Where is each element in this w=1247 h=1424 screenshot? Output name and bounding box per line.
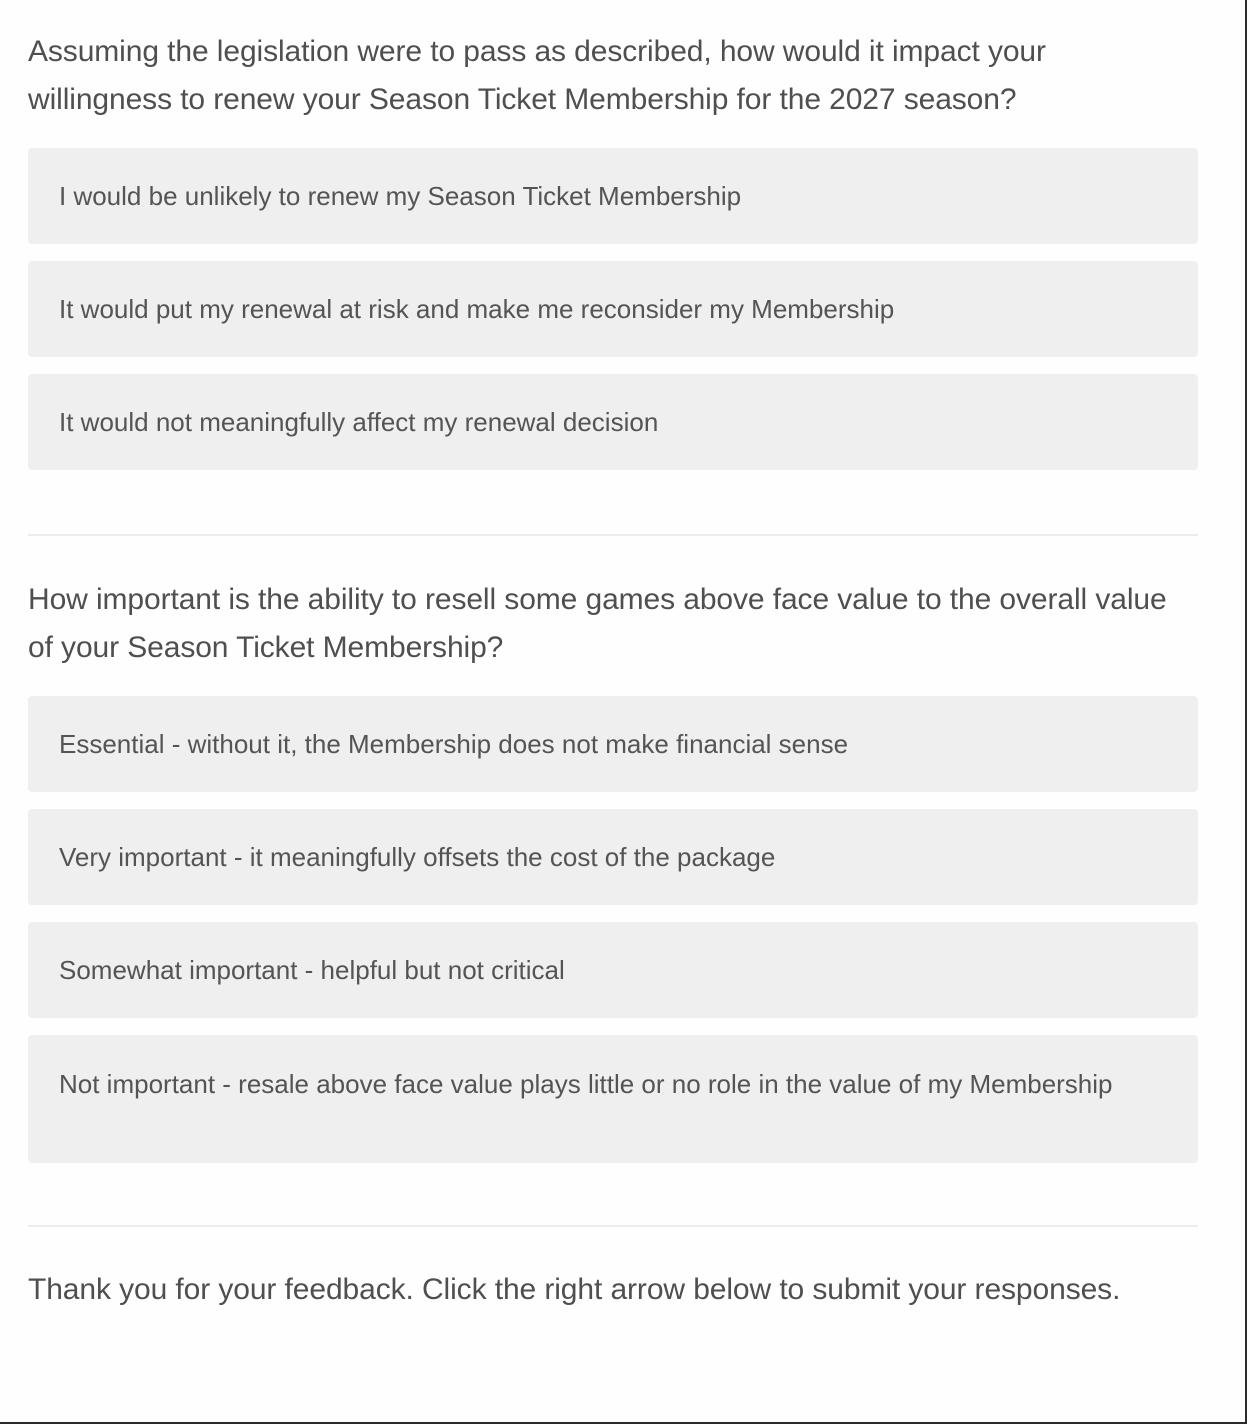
choice-list bbox=[28, 148, 1198, 470]
question-text: How important is the ability to resell some games above face value to the overall value of your Season Ticket Membership? bbox=[28, 583, 1167, 664]
choice-renewal-at-risk[interactable]: It would put my renewal at risk and make me reconsider my Membership bbox=[28, 261, 1198, 357]
choice-not-important[interactable]: Not important - resale above face value plays little or no role in the value of my Membership bbox=[28, 1035, 1198, 1163]
choice-unlikely-to-renew[interactable]: I would be unlikely to renew my Season Ticket Membership bbox=[28, 148, 1198, 244]
choice-list bbox=[28, 696, 1198, 1163]
closing-message-block bbox=[28, 1266, 1128, 1314]
question-divider bbox=[28, 1225, 1198, 1227]
choice-essential[interactable]: Essential - without it, the Membership does not make financial sense bbox=[28, 696, 1198, 792]
question-text: Assuming the legislation were to pass as described, how would it impact your willingness to renew your Season Ticket Membership for the 2027 season? bbox=[28, 35, 1046, 116]
choice-somewhat-important[interactable]: Somewhat important - helpful but not critical bbox=[28, 922, 1198, 1018]
question-divider bbox=[28, 534, 1198, 536]
question-block-renewal-impact bbox=[28, 28, 1198, 470]
choice-very-important[interactable]: Very important - it meaningfully offsets the cost of the package bbox=[28, 809, 1198, 905]
closing-message: Thank you for your feedback. Click the right arrow below to submit your responses. bbox=[28, 1273, 1121, 1306]
question-block-resale-importance bbox=[28, 576, 1198, 1163]
choice-not-affect-renewal[interactable]: It would not meaningfully affect my renewal decision bbox=[28, 374, 1198, 470]
